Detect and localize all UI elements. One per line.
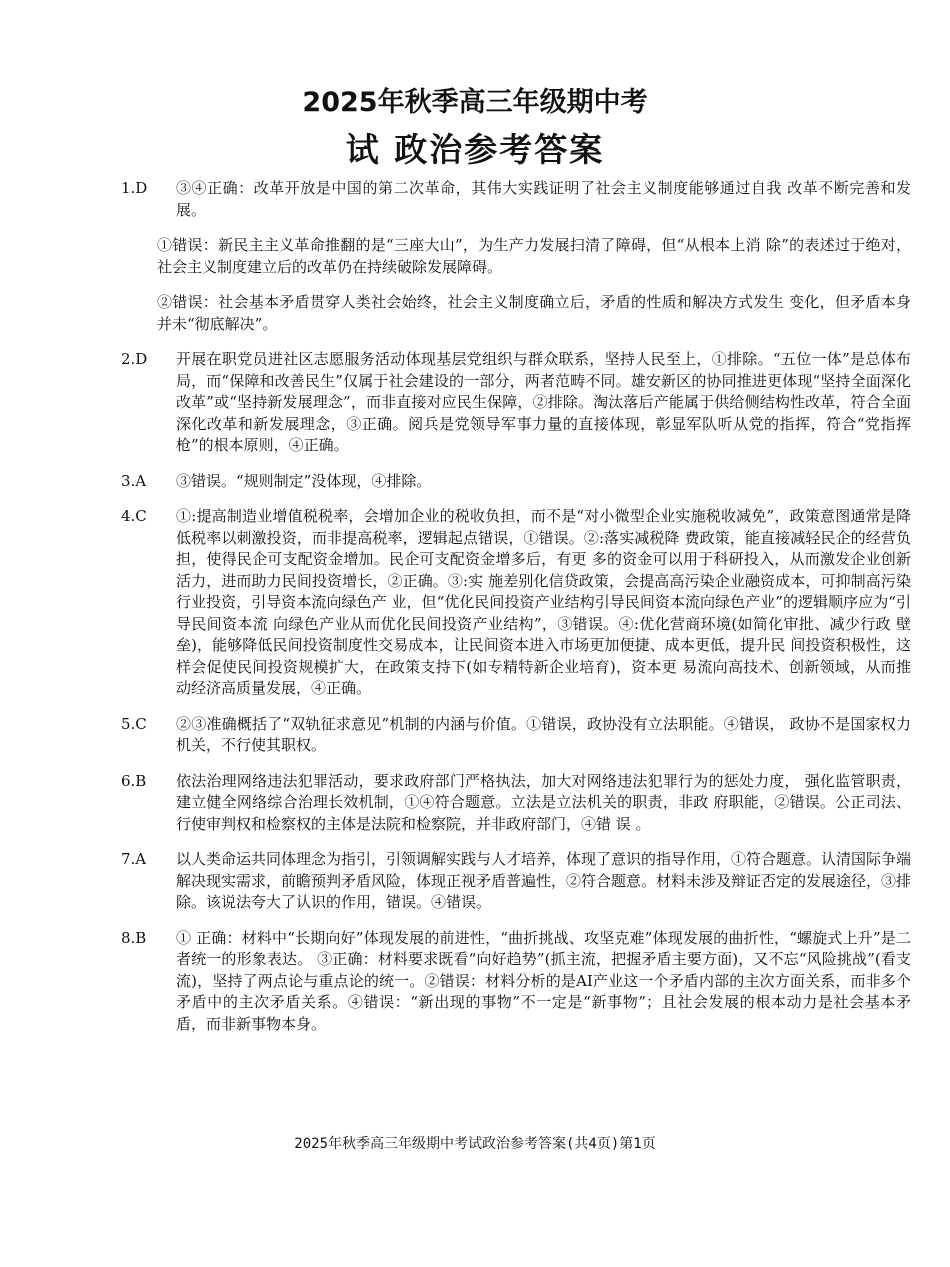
answer-text: ① 正确：材料中“长期向好”体现发展的前进性，“曲折挑战、攻坚克难”体现发展的曲折性，“螺旋式上升”是二者统一的形象表达。 ③正确：材料要求既看“向好趋势”(抓主流，把握矛盾主要方面)，又不忘“风险挑战”(看支流)，坚持了两点论与重点论的统一。②错误：材料分析的是AI产业这一个矛盾内部的主次方面关系，而非多个矛盾中的主次矛盾关系。④错误：“新出现的事物”不一定是“新事物”；且社会发展的根本动力是社会基本矛盾，而非新事物本身。 <box>176 928 911 1033</box>
answer-item-4 <box>121 506 911 700</box>
answer-item-6 <box>121 771 911 836</box>
answer-number: 1.D <box>121 179 148 197</box>
answer-list <box>121 178 911 1049</box>
answer-item-7 <box>121 849 911 914</box>
answer-number: 3.A <box>121 471 147 490</box>
answer-text: ②③准确概括了“双轨征求意见”机制的内涵与价值。①错误，政协没有立法职能。④错误， 政协不是国家权力机关，不行使其职权。 <box>176 714 911 754</box>
page-title-line-1: 2025年秋季高三年级期中考 <box>302 87 648 118</box>
page-title-line-2: 试 政治参考答案 <box>345 130 605 169</box>
answer-item-2 <box>121 349 911 457</box>
page-footer: 2025年秋季高三年级期中考试政治参考答案(共4页)第1页 <box>294 1136 656 1152</box>
answer-text: 依法治理网络违法犯罪活动，要求政府部门严格执法，加大对网络违法犯罪行为的惩处力度， 强化监管职责，建立健全网络综合治理长效机制，①④符合题意。立法是立法机关的职责，非政 府职能，②错误。公正司法、行使审判权和检察权的主体是法院和检察院，并非政府部门，④错 误 。 <box>176 771 911 833</box>
answer-text: ①:提高制造业增值税税率，会增加企业的税收负担，而不是“对小微型企业实施税收减免”，政策意图通常是降低税率以刺激投资，而非提高税率，逻辑起点错误，①错误。②:落实减税降 费政策，能直接减轻民企的经营负担，使得民企可支配资金增加。民企可支配资金增多后，有更 多的资金可以用于科研投入，从而激发企业创新活力，进而助力民间投资增长，②正确。③:实 施差别化信贷政策，会提高高污染企业融资成本，可抑制高污染行业投资，引导资本流向绿色产 业，但“优化民间投资产业结构引导民间资本流向绿色产业”的逻辑顺序应为“引导民间资本流 向绿色产业从而优化民间投资产业结构”，③错误。④:优化营商环境(如简化审批、减少行政 壁垒)，能够降低民间投资制度性交易成本，让民间资本进入市场更加便捷、成本更低，提升民 间投资积极性，这样会促使民间投资规模扩大，在政策支持下(如专精特新企业培育)，资本更 易流向高技术、创新领域，从而推动经济高质量发展，④正确。 <box>176 507 911 697</box>
answer-text: ③④正确：改革开放是中国的第二次革命，其伟大实践证明了社会主义制度能够通过自我 改革不断完善和发展。 <box>176 179 911 219</box>
answer-number: 2.D <box>121 350 148 368</box>
answer-text: 开展在职党员进社区志愿服务活动体现基层党组织与群众联系，坚持人民至上，①排除。“五位一体”是总体布局，而“保障和改善民生”仅属于社会建设的一部分，两者范畴不同。雄安新区的协同推进更体现“坚持全面深化改革”或“坚持新发展理念”，而非直接对应民生保障，②排除。淘汰落后产能属于供给侧结构性改革，符合全面深化改革和新发展理念，③正确。阅兵是党领导军事力量的直接体现，彰显军队听从党的指挥，符合“党指挥枪”的根本原则，④正确。 <box>176 350 911 454</box>
answer-number: 8.B <box>121 928 147 947</box>
answer-text: 以人类命运共同体理念为指引，引领调解实践与人才培养，体现了意识的指导作用，①符合题意。认清国际争端解决现实需求，前瞻预判矛盾风险，体现正视矛盾普遍性，②符合题意。材料未涉及辩证否定的发展途径，③排除。该说法夸大了认识的作用，错误。④错误。 <box>176 850 912 911</box>
answer-text: ③错误。“规则制定”没体现，④排除。 <box>176 471 432 490</box>
answer-number: 6.B <box>121 771 147 790</box>
answer-item-3 <box>121 471 911 493</box>
answer-number: 5.C <box>121 714 147 733</box>
answer-text: ①错误：新民主主义革命推翻的是“三座大山”，为生产力发展扫清了障碍，但“从根本上消 除”的表述过于绝对，社会主义制度建立后的改革仍在持续破除发展障碍。 <box>157 236 911 276</box>
answer-item-1-note-1 <box>121 235 911 278</box>
answer-item-1-note-2 <box>121 292 911 335</box>
answer-number: 7.A <box>121 850 147 868</box>
answer-text: ②错误：社会基本矛盾贯穿人类社会始终，社会主义制度确立后，矛盾的性质和解决方式发生 变化，但矛盾本身并未“彻底解决”。 <box>157 293 911 333</box>
answer-item-5 <box>121 714 911 757</box>
answer-item-8 <box>121 928 911 1036</box>
answer-number: 4.C <box>121 507 147 525</box>
answer-item-1 <box>121 178 911 221</box>
